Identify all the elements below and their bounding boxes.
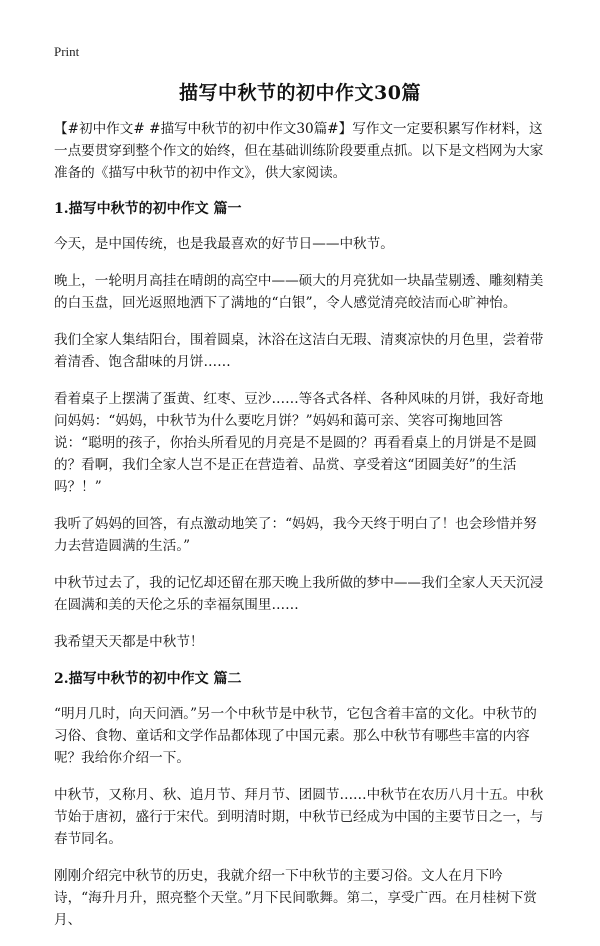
paragraph: 今天，是中国传统，也是我最喜欢的好节日——中秋节。 [54,236,394,252]
intro-paragraph: 【#初中作文# #描写中秋节的初中作文30篇#】写作文一定要积累写作材料，这一点要贯穿到整个作文的始终，但在基础训练阶段要重点抓。以下是文档网为大家准备的《描写中秋节的初中作文》，供大家阅读。 [54,121,544,181]
section-heading-1: 1.描写中秋节的初中作文 篇一 [54,201,242,217]
paragraph: 我希望天天都是中秋节！ [54,634,204,650]
print-link[interactable]: Print [54,44,80,59]
paragraph: 我听了妈妈的回答，有点激动地笑了：“妈妈，我今天终于明白了！也会珍惜并努力去营造圆满的生活。” [54,516,537,554]
paragraph: 中秋节，又称月、秋、追月节、拜月节、团圆节……中秋节在农历八月十五。中秋节始于唐初，盛行于宋代。到明清时期，中秋节已经成为中国的主要节日之一，与春节同名。 [54,787,544,847]
section-heading-2: 2.描写中秋节的初中作文 篇二 [54,671,242,687]
paragraph: “明月几时，向天问酒。”另一个中秋节是中秋节，它包含着丰富的文化。中秋节的习俗、食物、童话和文学作品都体现了中国元素。那么中秋节有哪些丰富的内容呢？我给你介绍一下。 [54,706,537,766]
article-body [54,118,550,946]
paragraph: 中秋节过去了，我的记忆却还留在那天晚上我所做的梦中——我们全家人天天沉浸在圆满和美的天伦之乐的幸福氛围里…… [54,575,544,613]
paragraph: 我们全家人集结阳台，围着圆桌，沐浴在这洁白无瑕、清爽凉快的月色里，尝着带着清香、饱含甜味的月饼…… [54,332,544,370]
paragraph: 刚刚介绍完中秋节的历史，我就介绍一下中秋节的主要习俗。文人在月下吟诗，“海升月升，照亮整个天堂。”月下民间歌舞。第二，享受广西。在月桂树下赏月、 [54,868,537,928]
page-title: 描写中秋节的初中作文30篇 [179,82,421,104]
paragraph: 看着桌子上摆满了蛋黄、红枣、豆沙……等各式各样、各种风味的月饼，我好奇地问妈妈：“妈妈，中秋节为什么要吃月饼？”妈妈和蔼可亲、笑容可掬地回答说：“聪明的孩子，你抬头所看见的月亮是不是圆的？再看看桌上的月饼是不是圆的？看啊，我们全家人岂不是正在营造着、品赏、享受着这“团圆美好”的生活吗？！” [54,391,544,495]
paragraph: 晚上，一轮明月高挂在晴朗的高空中——硕大的月亮犹如一块晶莹剔透、雕刻精美的白玉盘，回光返照地洒下了满地的“白银”，令人感觉清亮皎洁而心旷神怡。 [54,273,544,311]
